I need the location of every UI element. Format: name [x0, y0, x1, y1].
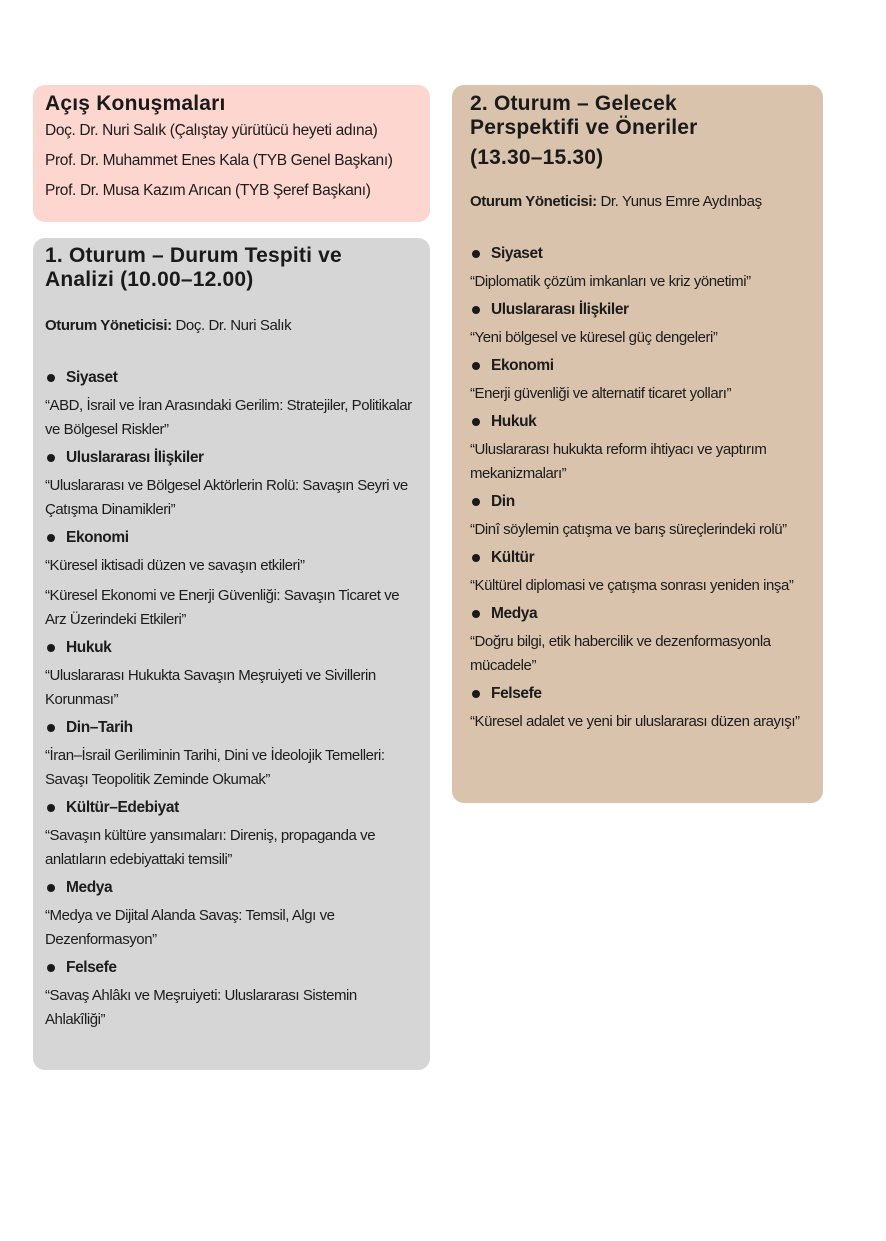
bullet-icon — [472, 362, 480, 370]
session-1-title — [45, 244, 418, 292]
talk-title: “Küresel adalet ve yeni bir uluslararası düzen arayışı” — [470, 713, 800, 730]
talk-title: “Küresel Ekonomi ve Enerji Güvenliği: Savaşın Ticaret ve Arz Üzerindeki Etkileri” — [45, 587, 400, 628]
topic-name: Kültür–Edebiyat — [66, 799, 179, 816]
talk-title: “Savaşın kültüre yansımaları: Direniş, propaganda ve anlatıların edebiyattaki temsili” — [45, 827, 376, 868]
topic-heading — [470, 492, 805, 512]
topic-name: Uluslararası İlişkiler — [491, 301, 629, 318]
session-2-panel — [452, 85, 823, 803]
session-1-chair — [45, 316, 418, 336]
session-2-title-line2: Perspektifi ve Öneriler — [470, 116, 698, 139]
bullet-icon — [47, 804, 55, 812]
bullet-icon — [472, 250, 480, 258]
topic-name: Medya — [66, 879, 113, 896]
talk-title: “Enerji güvenliği ve alternatif ticaret yolları” — [470, 385, 732, 402]
topic-name: Medya — [491, 605, 538, 622]
talk-title: “Kültürel diplomasi ve çatışma sonrası yeniden inşa” — [470, 577, 794, 594]
topic-heading — [470, 244, 805, 264]
bullet-icon — [472, 610, 480, 618]
opening-speeches-panel — [33, 85, 430, 222]
bullet-icon — [472, 418, 480, 426]
bullet-icon — [472, 498, 480, 506]
session-1-panel — [33, 238, 430, 1070]
topic-heading — [45, 368, 418, 388]
bullet-icon — [47, 884, 55, 892]
session-1-topic-list — [45, 368, 418, 1032]
talk-title: “Yeni bölgesel ve küresel güç dengeleri” — [470, 329, 718, 346]
talk-title: “Diplomatik çözüm imkanları ve kriz yönetimi” — [470, 273, 751, 290]
chair-label: Oturum Yöneticisi: — [45, 317, 172, 334]
topic-heading — [470, 412, 805, 432]
talk-title: “Doğru bilgi, etik habercilik ve dezenformasyonla mücadele” — [470, 633, 771, 674]
opening-title: Açış Konuşmaları — [45, 92, 226, 115]
bullet-icon — [47, 534, 55, 542]
topic-name: Din — [491, 493, 515, 510]
talk-title: “Küresel iktisadi düzen ve savaşın etkileri” — [45, 557, 305, 574]
talk-title: “Dinî söylemin çatışma ve barış süreçlerindeki rolü” — [470, 521, 787, 538]
topic-name: Siyaset — [491, 245, 543, 262]
topic-name: Siyaset — [66, 369, 118, 386]
topic-heading — [45, 638, 418, 658]
topic-heading — [45, 878, 418, 898]
topic-heading — [470, 604, 805, 624]
bullet-icon — [472, 554, 480, 562]
talk-title: “Uluslararası hukukta reform ihtiyacı ve yaptırım mekanizmaları” — [470, 441, 767, 482]
opening-speaker: Doç. Dr. Nuri Salık (Çalıştay yürütücü heyeti adına) — [45, 122, 378, 139]
topic-heading — [470, 300, 805, 320]
chair-label: Oturum Yöneticisi: — [470, 193, 597, 210]
topic-heading — [470, 684, 805, 704]
topic-name: Felsefe — [66, 959, 117, 976]
topic-name: Kültür — [491, 549, 535, 566]
topic-heading — [45, 448, 418, 468]
topic-heading — [45, 958, 418, 978]
session-2-time: (13.30–15.30) — [470, 146, 604, 169]
talk-title: “Medya ve Dijital Alanda Savaş: Temsil, Algı ve Dezenformasyon” — [45, 907, 335, 948]
topic-name: Ekonomi — [66, 529, 129, 546]
topic-name: Hukuk — [66, 639, 112, 656]
bullet-icon — [472, 690, 480, 698]
chair-name: Doç. Dr. Nuri Salık — [171, 317, 292, 334]
session-1-title-line1: 1. Oturum – Durum Tespiti ve — [45, 244, 342, 267]
opening-speaker: Prof. Dr. Muhammet Enes Kala (TYB Genel Başkanı) — [45, 152, 393, 169]
opening-speaker: Prof. Dr. Musa Kazım Arıcan (TYB Şeref Başkanı) — [45, 182, 371, 199]
session-1-title-line2: Analizi (10.00–12.00) — [45, 268, 254, 291]
topic-name: Hukuk — [491, 413, 537, 430]
bullet-icon — [472, 306, 480, 314]
bullet-icon — [47, 374, 55, 382]
topic-name: Uluslararası İlişkiler — [66, 449, 204, 466]
talk-title: “Savaş Ahlâkı ve Meşruiyeti: Uluslararası Sistemin Ahlakîliği” — [45, 987, 357, 1028]
talk-title: “ABD, İsrail ve İran Arasındaki Gerilim: Stratejiler, Politikalar ve Bölgesel Riskler” — [45, 397, 412, 438]
bullet-icon — [47, 964, 55, 972]
talk-title: “İran–İsrail Geriliminin Tarihi, Dini ve İdeolojik Temelleri: Savaşı Teopolitik Zeminde Okumak” — [45, 747, 385, 788]
bullet-icon — [47, 644, 55, 652]
topic-heading — [45, 798, 418, 818]
topic-heading — [45, 528, 418, 548]
bullet-icon — [47, 724, 55, 732]
topic-heading — [470, 356, 805, 376]
topic-heading — [45, 718, 418, 738]
topic-name: Din–Tarih — [66, 719, 133, 736]
bullet-icon — [47, 454, 55, 462]
topic-heading — [470, 548, 805, 568]
topic-name: Ekonomi — [491, 357, 554, 374]
talk-title: “Uluslararası ve Bölgesel Aktörlerin Rolü: Savaşın Seyri ve Çatışma Dinamikleri” — [45, 477, 408, 518]
topic-name: Felsefe — [491, 685, 542, 702]
session-2-topic-list — [470, 244, 805, 734]
talk-title: “Uluslararası Hukukta Savaşın Meşruiyeti ve Sivillerin Korunması” — [45, 667, 376, 708]
session-2-title-line1: 2. Oturum – Gelecek — [470, 92, 677, 115]
session-2-title — [470, 92, 805, 170]
session-2-chair — [470, 192, 805, 212]
chair-name: Dr. Yunus Emre Aydınbaş — [596, 193, 762, 210]
